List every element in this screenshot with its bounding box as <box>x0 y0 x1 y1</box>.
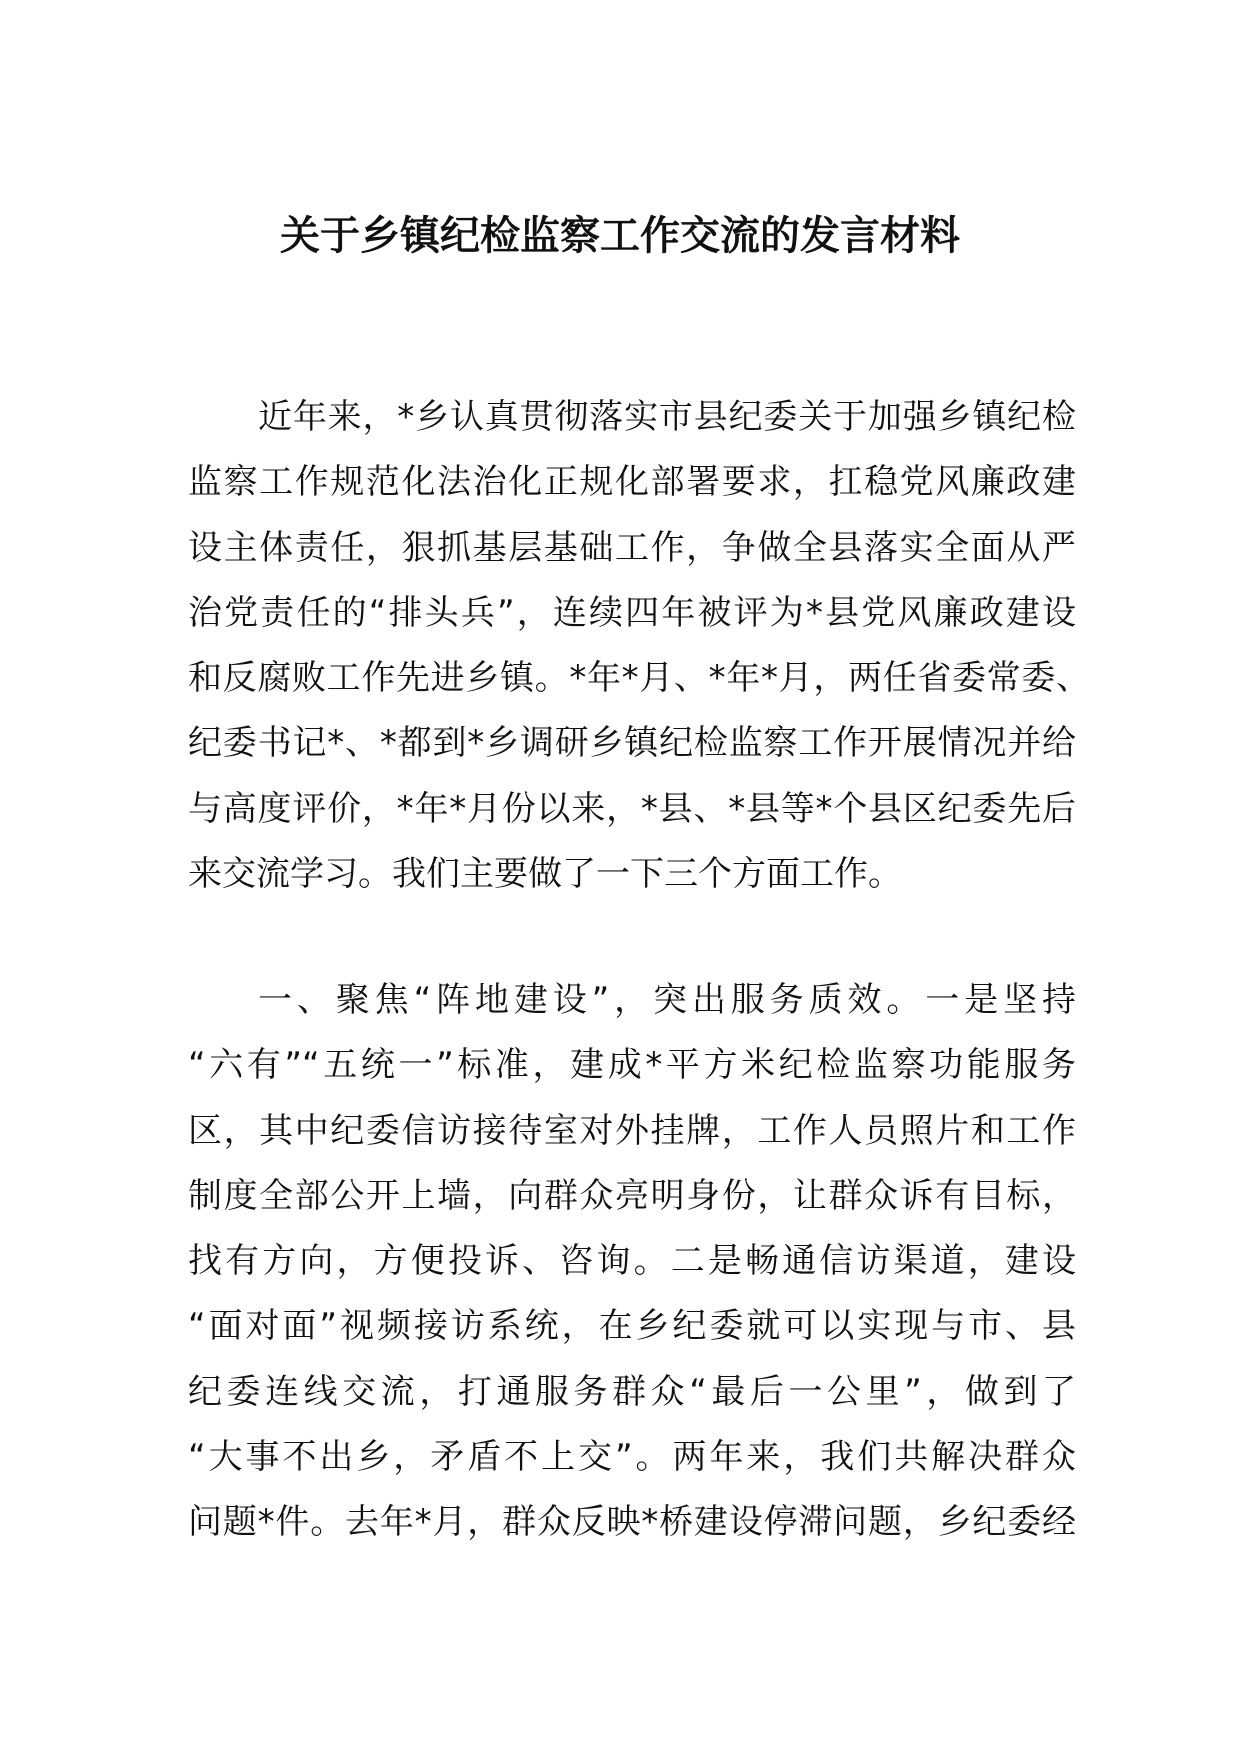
text-line: 纪委连线交流，打通服务群众“最后一公里”，做到了 <box>188 1371 1076 1412</box>
document-title: 关于乡镇纪检监察工作交流的发言材料 <box>280 213 960 259</box>
text-line: 来交流学习。我们主要做了一下三个方面工作。 <box>188 854 902 895</box>
paragraph-intro <box>188 385 1090 907</box>
text-line: 与高度评价，*年*月份以来，*县、*县等*个县区纪委先后 <box>188 788 1076 829</box>
paragraph-section-one <box>188 968 1076 1556</box>
text-line: 设主体责任，狠抓基层基础工作，争做全县落实全面从严 <box>188 527 1076 568</box>
text-line: 找有方向，方便投诉、咨询。二是畅通信访渠道，建设 <box>188 1241 1076 1282</box>
text-line: 区，其中纪委信访接待室对外挂牌，工作人员照片和工作 <box>188 1110 1076 1151</box>
text-line: 纪委书记*、*都到*乡调研乡镇纪检监察工作开展情况并给 <box>188 723 1076 764</box>
text-line: “面对面”视频接访系统，在乡纪委就可以实现与市、县 <box>188 1306 1076 1347</box>
text-line: 制度全部公开上墙，向群众亮明身份，让群众诉有目标， <box>188 1175 1076 1216</box>
text-line: 监察工作规范化法治化正规化部署要求，扛稳党风廉政建 <box>188 462 1076 503</box>
text-line: “六有”“五统一”标准，建成*平方米纪检监察功能服务 <box>188 1045 1076 1086</box>
text-line: 和反腐败工作先进乡镇。*年*月、*年*月，两任省委常委、 <box>188 658 1090 699</box>
text-line: “大事不出乡，矛盾不上交”。两年来，我们共解决群众 <box>188 1437 1076 1478</box>
text-line: 问题*件。去年*月，群众反映*桥建设停滞问题，乡纪委经 <box>188 1502 1076 1543</box>
text-line: 一、聚焦“阵地建设”，突出服务质效。一是坚持 <box>258 980 1076 1020</box>
text-line: 治党责任的“排头兵”，连续四年被评为*县党风廉政建设 <box>188 592 1076 633</box>
text-line: 近年来，*乡认真贯彻落实市县纪委关于加强乡镇纪检 <box>258 397 1076 437</box>
